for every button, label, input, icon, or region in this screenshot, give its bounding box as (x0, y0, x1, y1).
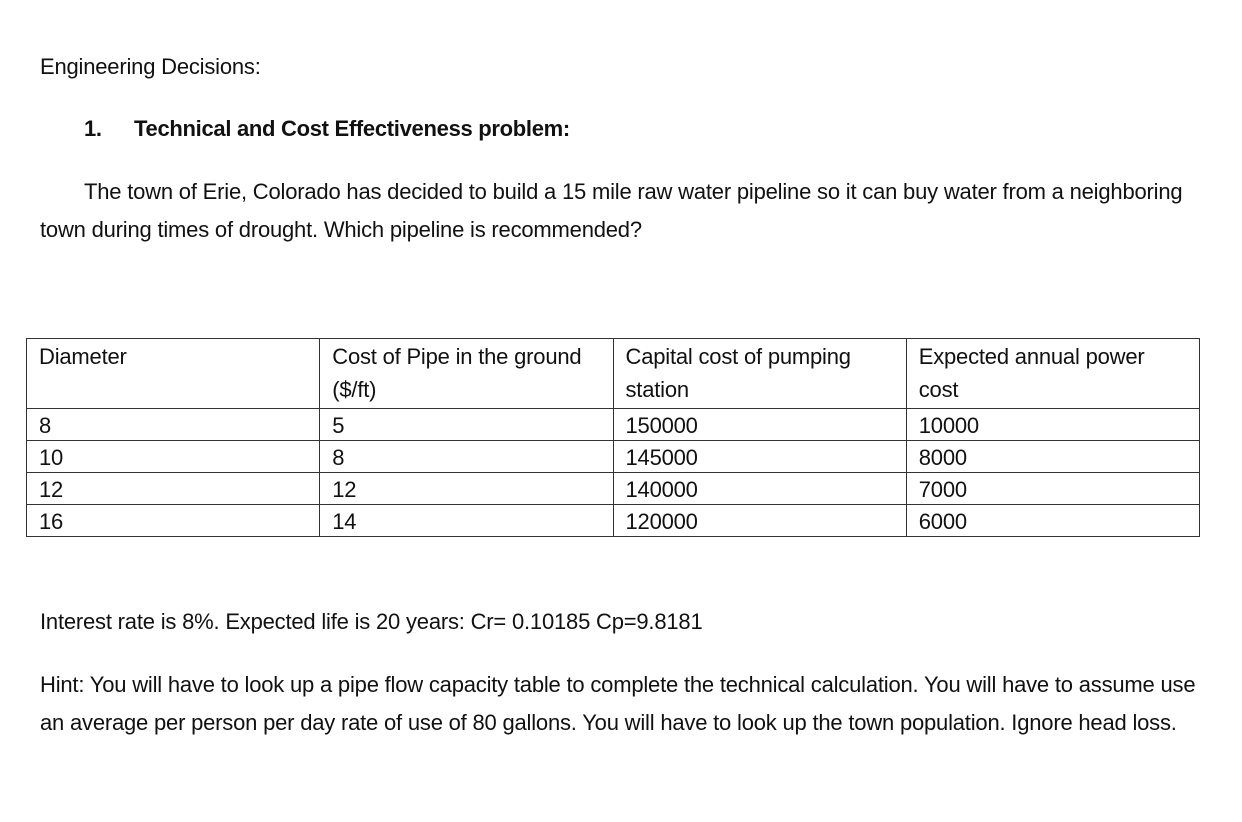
interest-rate-note: Interest rate is 8%. Expected life is 20 years: Cr= 0.10185 Cp=9.8181 (40, 609, 703, 634)
table-header-row (27, 339, 1200, 409)
header-diameter: Diameter (27, 339, 320, 409)
cell-diameter: 10 (27, 441, 320, 473)
table-row (27, 505, 1200, 537)
cell-pipe-cost: 8 (320, 441, 613, 473)
cell-diameter: 16 (27, 505, 320, 537)
problem-title (84, 116, 570, 142)
pipeline-options-table (26, 338, 1200, 537)
hint-note: Hint: You will have to look up a pipe flow capacity table to complete the technical calculation. You will have to assume use an average per person per day rate of use of 80 gallons. You will have to look up the town population. Ignore head loss. (40, 672, 1196, 735)
header-annual-power-cost: Expected annual power cost (906, 339, 1199, 409)
problem-statement: The town of Erie, Colorado has decided to build a 15 mile raw water pipeline so it can buy water from a neighboring town during times of drought. Which pipeline is recommended? (40, 179, 1183, 242)
table-row (27, 409, 1200, 441)
problem-title-text: Technical and Cost Effectiveness problem: (134, 116, 570, 141)
cell-annual-power-cost: 7000 (906, 473, 1199, 505)
cell-annual-power-cost: 8000 (906, 441, 1199, 473)
header-pumping-station-cost: Capital cost of pumping station (613, 339, 906, 409)
cell-pumping-station-cost: 145000 (613, 441, 906, 473)
header-pipe-cost: Cost of Pipe in the ground ($/ft) (320, 339, 613, 409)
cell-pumping-station-cost: 150000 (613, 409, 906, 441)
problem-number: 1. (84, 116, 102, 141)
cell-annual-power-cost: 10000 (906, 409, 1199, 441)
cell-diameter: 12 (27, 473, 320, 505)
cell-pipe-cost: 5 (320, 409, 613, 441)
cell-annual-power-cost: 6000 (906, 505, 1199, 537)
page-heading: Engineering Decisions: (40, 54, 261, 79)
table-row (27, 441, 1200, 473)
cell-diameter: 8 (27, 409, 320, 441)
cell-pipe-cost: 12 (320, 473, 613, 505)
table-row (27, 473, 1200, 505)
cell-pipe-cost: 14 (320, 505, 613, 537)
cell-pumping-station-cost: 140000 (613, 473, 906, 505)
cell-pumping-station-cost: 120000 (613, 505, 906, 537)
